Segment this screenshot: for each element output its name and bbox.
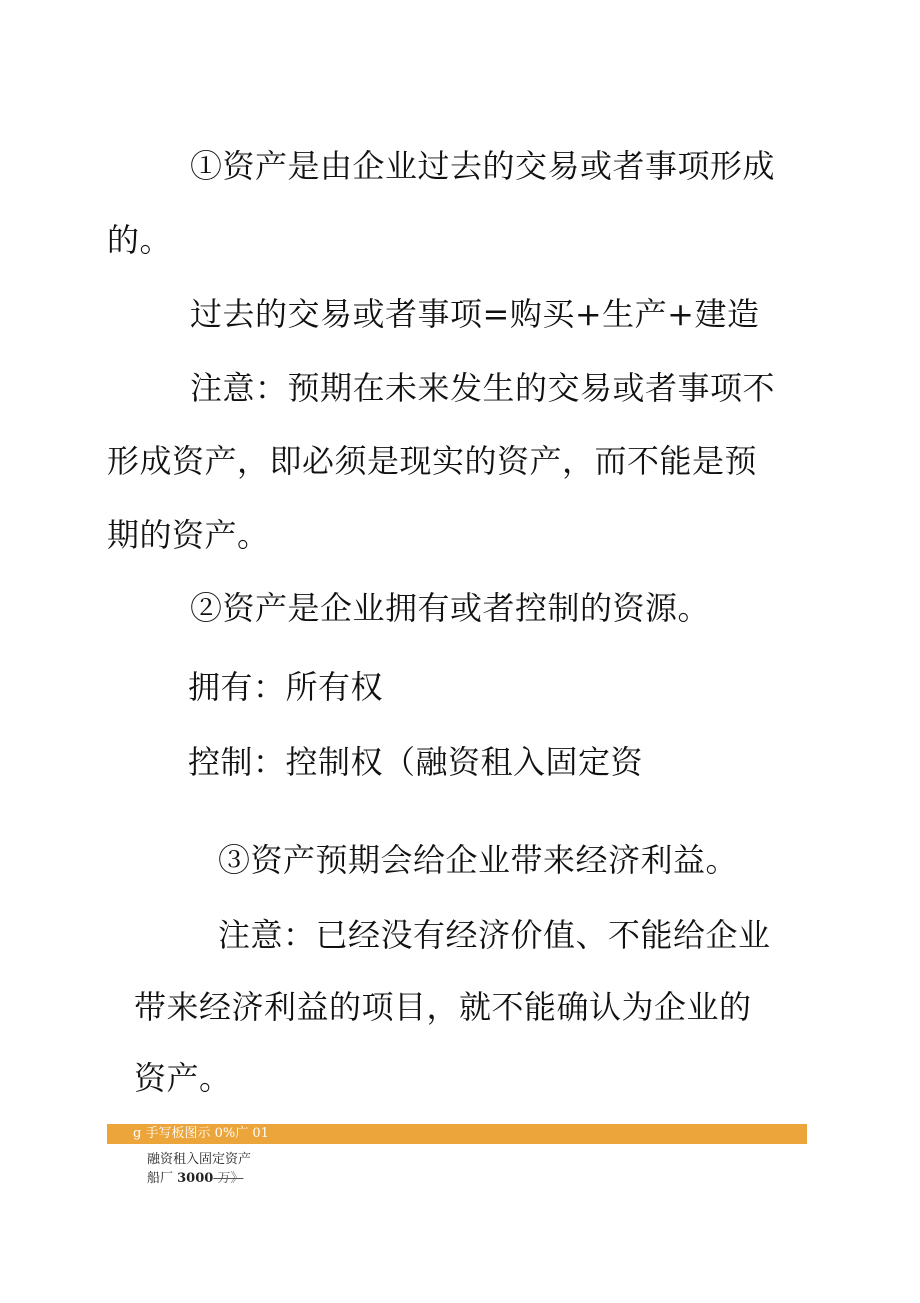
paragraph-line: 期的资产。 (107, 516, 270, 554)
note-prefix: 船厂 (147, 1171, 178, 1186)
paragraph-line: 形成资产，即必须是现实的资产，而不能是预 (107, 442, 758, 480)
paragraph-line: ①资产是由企业过去的交易或者事项形成 (190, 147, 776, 185)
figure-caption-banner (107, 1124, 807, 1144)
paragraph-line: 拥有：所有权 (188, 668, 384, 706)
paragraph-line: ③资产预期会给企业带来经济利益。 (218, 841, 739, 879)
paragraph-line: 带来经济利益的项目，就不能确认为企业的 (134, 988, 752, 1026)
note-suffix: 万》 (213, 1171, 244, 1186)
paragraph-line: 过去的交易或者事项=购买+生产+建造 (190, 295, 760, 333)
paragraph-line: ②资产是企业拥有或者控制的资源。 (190, 589, 711, 627)
figure-note-line: 融资租入固定资产 (147, 1152, 252, 1167)
banner-caption: g 手写板图示 0%广 01 (133, 1126, 269, 1141)
figure-note-line (147, 1170, 243, 1188)
note-number: 3000 (177, 1171, 214, 1186)
paragraph-line: 注意：已经没有经济价值、不能给企业 (218, 916, 771, 954)
paragraph-line: 的。 (107, 221, 173, 259)
paragraph-line: 控制：控制权（融资租入固定资 (188, 743, 644, 781)
paragraph-line: 资产。 (134, 1059, 232, 1097)
paragraph-line: 注意：预期在未来发生的交易或者事项不 (190, 369, 776, 407)
